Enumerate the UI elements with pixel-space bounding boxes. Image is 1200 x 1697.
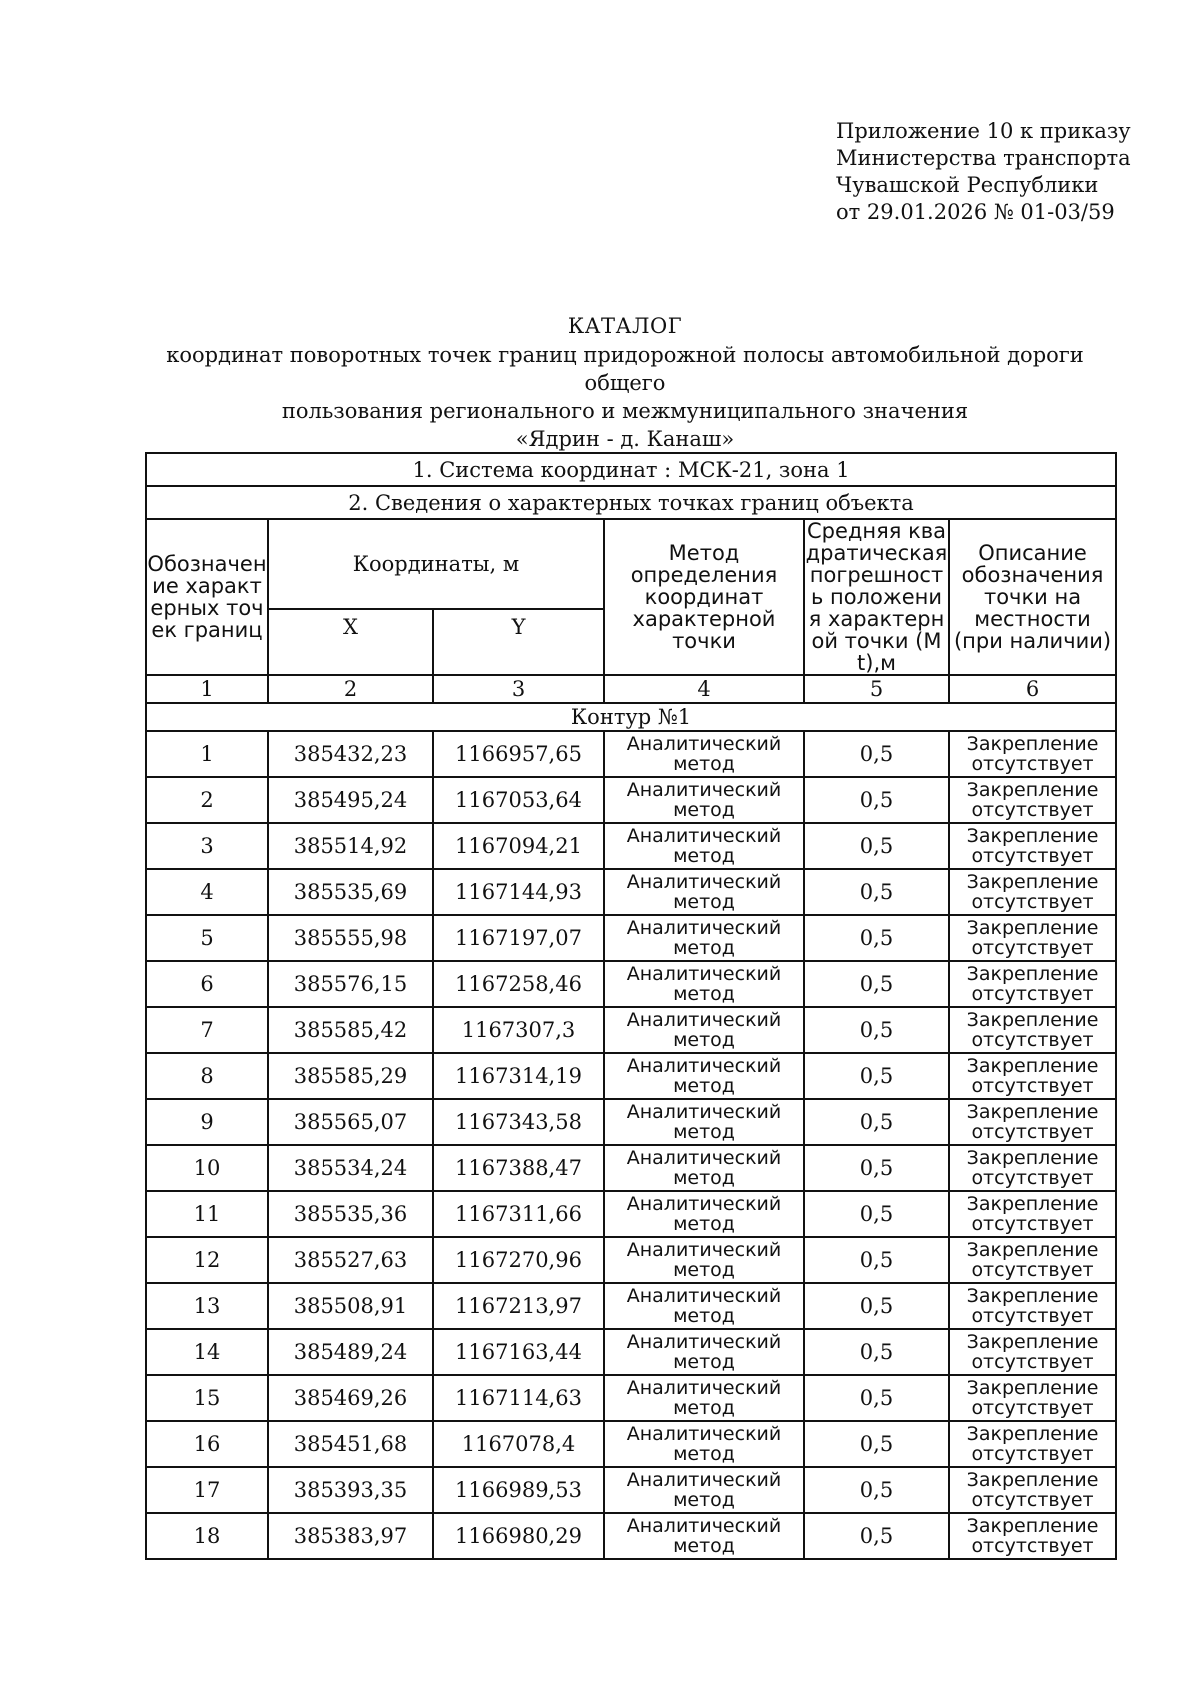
mean-error: 0,5	[804, 869, 949, 915]
appendix-line-2: Министерства транспорта	[836, 146, 1131, 170]
point-number: 16	[146, 1421, 268, 1467]
point-number: 3	[146, 823, 268, 869]
description: Закрепление отсутствует	[949, 869, 1116, 915]
column-number: 5	[804, 675, 949, 703]
method: Аналитический метод	[604, 1145, 804, 1191]
mean-error: 0,5	[804, 961, 949, 1007]
description: Закрепление отсутствует	[949, 777, 1116, 823]
coord-x: 385383,97	[268, 1513, 433, 1559]
appendix-reference	[836, 118, 1131, 226]
mean-error: 0,5	[804, 1421, 949, 1467]
point-number: 15	[146, 1375, 268, 1421]
method: Аналитический метод	[604, 1007, 804, 1053]
mean-error: 0,5	[804, 1329, 949, 1375]
data-rows	[146, 731, 1116, 1559]
point-number: 1	[146, 731, 268, 777]
coord-y: 1167144,93	[433, 869, 604, 915]
column-number: 6	[949, 675, 1116, 703]
method: Аналитический метод	[604, 731, 804, 777]
mean-error: 0,5	[804, 1375, 949, 1421]
coord-y: 1167163,44	[433, 1329, 604, 1375]
coord-x: 385565,07	[268, 1099, 433, 1145]
method: Аналитический метод	[604, 1329, 804, 1375]
coord-x: 385432,23	[268, 731, 433, 777]
header-coordinates: Координаты, м	[268, 519, 604, 609]
header-x: X	[268, 609, 433, 675]
coord-y: 1167094,21	[433, 823, 604, 869]
description: Закрепление отсутствует	[949, 915, 1116, 961]
coord-y: 1166957,65	[433, 731, 604, 777]
description: Закрепление отсутствует	[949, 1283, 1116, 1329]
point-number: 14	[146, 1329, 268, 1375]
point-number: 7	[146, 1007, 268, 1053]
method: Аналитический метод	[604, 869, 804, 915]
point-number: 4	[146, 869, 268, 915]
method: Аналитический метод	[604, 1467, 804, 1513]
coord-y: 1167213,97	[433, 1283, 604, 1329]
coord-y: 1167307,3	[433, 1007, 604, 1053]
header-mean-error: Средняя квадратическая погрешность положения характерной точки (Mt),м	[805, 519, 948, 675]
coord-y: 1167078,4	[433, 1421, 604, 1467]
table-row	[146, 1237, 1116, 1283]
coord-y: 1167388,47	[433, 1145, 604, 1191]
description: Закрепление отсутствует	[949, 1191, 1116, 1237]
mean-error: 0,5	[804, 1007, 949, 1053]
appendix-line-1: Приложение 10 к приказу	[836, 119, 1131, 143]
method: Аналитический метод	[604, 1283, 804, 1329]
mean-error: 0,5	[804, 1053, 949, 1099]
coord-x: 385393,35	[268, 1467, 433, 1513]
table-row	[146, 1191, 1116, 1237]
table-row	[146, 1421, 1116, 1467]
coord-y: 1167114,63	[433, 1375, 604, 1421]
table-row	[146, 1053, 1116, 1099]
point-number: 10	[146, 1145, 268, 1191]
coord-y: 1167311,66	[433, 1191, 604, 1237]
mean-error: 0,5	[804, 1191, 949, 1237]
point-number: 9	[146, 1099, 268, 1145]
coord-y: 1167053,64	[433, 777, 604, 823]
title-line-3: «Ядрин - д. Канаш»	[515, 427, 735, 451]
point-number: 13	[146, 1283, 268, 1329]
header-point-designation: Обозначение характерных точек границ	[146, 519, 268, 675]
mean-error: 0,5	[804, 1513, 949, 1559]
column-number: 1	[146, 675, 268, 703]
column-numbers-row	[146, 675, 1116, 703]
appendix-line-3: Чувашской Республики	[836, 173, 1099, 197]
description: Закрепление отсутствует	[949, 961, 1116, 1007]
description: Закрепление отсутствует	[949, 1467, 1116, 1513]
coord-x: 385534,24	[268, 1145, 433, 1191]
table-row	[146, 1283, 1116, 1329]
mean-error: 0,5	[804, 731, 949, 777]
method: Аналитический метод	[604, 1099, 804, 1145]
coord-y: 1166980,29	[433, 1513, 604, 1559]
method: Аналитический метод	[604, 961, 804, 1007]
table-row	[146, 1099, 1116, 1145]
mean-error: 0,5	[804, 777, 949, 823]
mean-error: 0,5	[804, 915, 949, 961]
point-number: 5	[146, 915, 268, 961]
mean-error: 0,5	[804, 1467, 949, 1513]
mean-error: 0,5	[804, 823, 949, 869]
table-row	[146, 823, 1116, 869]
header-method: Метод определения координат характерной точки	[604, 519, 804, 675]
column-number: 3	[433, 675, 604, 703]
title-line-2: пользования регионального и межмуниципального значения	[281, 399, 969, 423]
table-row	[146, 961, 1116, 1007]
coord-y: 1167258,46	[433, 961, 604, 1007]
description: Закрепление отсутствует	[949, 1099, 1116, 1145]
description: Закрепление отсутствует	[949, 1513, 1116, 1559]
description: Закрепление отсутствует	[949, 1237, 1116, 1283]
coord-y: 1167197,07	[433, 915, 604, 961]
method: Аналитический метод	[604, 1375, 804, 1421]
mean-error: 0,5	[804, 1145, 949, 1191]
coordinate-system: 1. Система координат : МСК-21, зона 1	[146, 453, 1116, 486]
mean-error: 0,5	[804, 1283, 949, 1329]
table-row	[146, 1007, 1116, 1053]
coord-y: 1167314,19	[433, 1053, 604, 1099]
object-points-info: 2. Сведения о характерных точках границ объекта	[146, 486, 1116, 519]
table-row	[146, 1467, 1116, 1513]
table-row	[146, 915, 1116, 961]
method: Аналитический метод	[604, 1191, 804, 1237]
point-number: 12	[146, 1237, 268, 1283]
column-number: 2	[268, 675, 433, 703]
description: Закрепление отсутствует	[949, 1145, 1116, 1191]
coord-y: 1166989,53	[433, 1467, 604, 1513]
description: Закрепление отсутствует	[949, 1375, 1116, 1421]
point-number: 18	[146, 1513, 268, 1559]
coord-y: 1167270,96	[433, 1237, 604, 1283]
coord-x: 385555,98	[268, 915, 433, 961]
coord-x: 385508,91	[268, 1283, 433, 1329]
coord-x: 385576,15	[268, 961, 433, 1007]
coord-y: 1167343,58	[433, 1099, 604, 1145]
table-row	[146, 1375, 1116, 1421]
method: Аналитический метод	[604, 823, 804, 869]
point-number: 2	[146, 777, 268, 823]
table-row	[146, 731, 1116, 777]
header-y: Y	[433, 609, 604, 675]
table-row	[146, 1329, 1116, 1375]
table-row	[146, 869, 1116, 915]
title-line-1: координат поворотных точек границ придорожной полосы автомобильной дороги общего	[166, 343, 1084, 395]
header-description: Описание обозначения точки на местности (при наличии)	[949, 519, 1116, 675]
catalog-title: КАТАЛОГ	[567, 314, 683, 338]
column-number: 4	[604, 675, 804, 703]
coord-x: 385527,63	[268, 1237, 433, 1283]
method: Аналитический метод	[604, 1421, 804, 1467]
coord-x: 385535,69	[268, 869, 433, 915]
appendix-line-4: от 29.01.2026 № 01-03/59	[836, 200, 1115, 224]
coordinates-table	[145, 452, 1117, 1560]
coord-x: 385495,24	[268, 777, 433, 823]
method: Аналитический метод	[604, 1513, 804, 1559]
coord-x: 385535,36	[268, 1191, 433, 1237]
contour-label: Контур №1	[146, 703, 1116, 731]
coord-x: 385469,26	[268, 1375, 433, 1421]
method: Аналитический метод	[604, 1237, 804, 1283]
description: Закрепление отсутствует	[949, 1007, 1116, 1053]
point-number: 8	[146, 1053, 268, 1099]
table-row	[146, 1513, 1116, 1559]
coord-x: 385585,29	[268, 1053, 433, 1099]
description: Закрепление отсутствует	[949, 1329, 1116, 1375]
description: Закрепление отсутствует	[949, 731, 1116, 777]
document-title	[145, 312, 1105, 453]
coord-x: 385585,42	[268, 1007, 433, 1053]
description: Закрепление отсутствует	[949, 823, 1116, 869]
mean-error: 0,5	[804, 1099, 949, 1145]
method: Аналитический метод	[604, 915, 804, 961]
coord-x: 385514,92	[268, 823, 433, 869]
table-row	[146, 1145, 1116, 1191]
coord-x: 385451,68	[268, 1421, 433, 1467]
method: Аналитический метод	[604, 777, 804, 823]
point-number: 6	[146, 961, 268, 1007]
mean-error: 0,5	[804, 1237, 949, 1283]
description: Закрепление отсутствует	[949, 1421, 1116, 1467]
method: Аналитический метод	[604, 1053, 804, 1099]
point-number: 17	[146, 1467, 268, 1513]
coord-x: 385489,24	[268, 1329, 433, 1375]
point-number: 11	[146, 1191, 268, 1237]
table-row	[146, 777, 1116, 823]
description: Закрепление отсутствует	[949, 1053, 1116, 1099]
